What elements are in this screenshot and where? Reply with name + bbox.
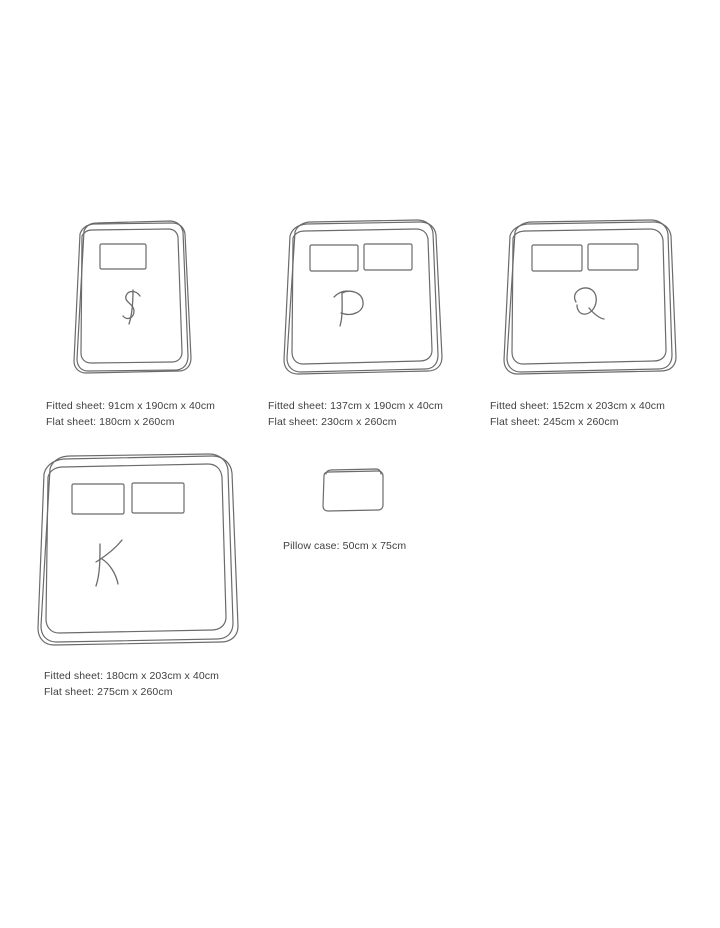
double-bed-illustration xyxy=(272,218,447,378)
single-fitted-sheet: Fitted sheet: 91cm x 190cm x 40cm xyxy=(46,400,216,412)
single-flat-sheet: Flat sheet: 180cm x 260cm xyxy=(46,416,175,428)
king-caption xyxy=(44,668,219,700)
pillow-case-size: Pillow case: 50cm x 75cm xyxy=(283,540,407,552)
single-bed-illustration xyxy=(60,218,195,378)
pillow-caption xyxy=(283,538,406,554)
double-caption xyxy=(268,398,443,430)
king-flat-sheet: Flat sheet: 275cm x 260cm xyxy=(44,686,173,698)
queen-flat-sheet: Flat sheet: 245cm x 260cm xyxy=(490,416,619,428)
double-flat-sheet: Flat sheet: 230cm x 260cm xyxy=(268,416,397,428)
king-bed-illustration xyxy=(30,452,245,652)
double-fitted-sheet: Fitted sheet: 137cm x 190cm x 40cm xyxy=(268,400,443,412)
queen-caption xyxy=(490,398,665,430)
king-fitted-sheet: Fitted sheet: 180cm x 203cm x 40cm xyxy=(44,670,219,682)
queen-bed-illustration xyxy=(492,218,682,378)
pillow-case-illustration xyxy=(318,468,388,516)
single-caption xyxy=(46,398,215,430)
queen-fitted-sheet: Fitted sheet: 152cm x 203cm x 40cm xyxy=(490,400,665,412)
